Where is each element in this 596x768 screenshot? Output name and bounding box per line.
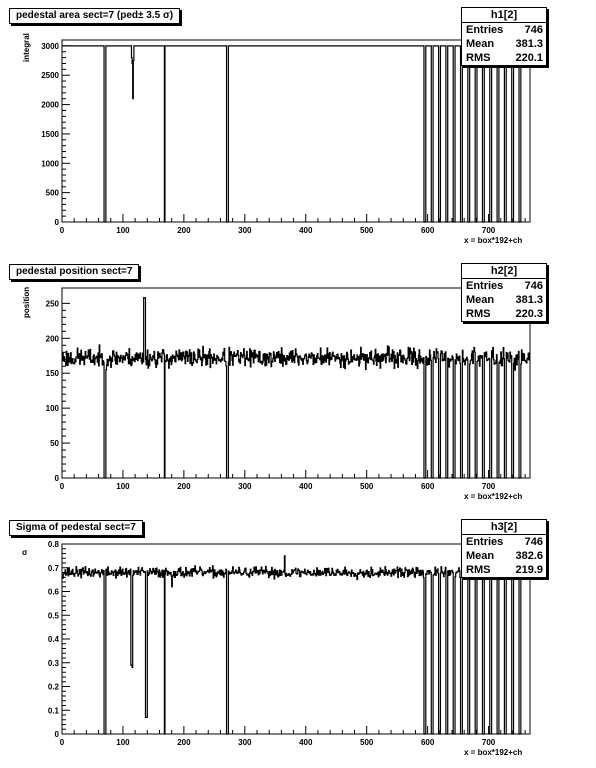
- y-tick-label: 2000: [41, 100, 59, 110]
- histogram-line: [62, 298, 530, 478]
- stats-name-3: h3[2]: [462, 520, 546, 535]
- x-tick-label: 500: [360, 226, 374, 235]
- stats-name-1: h1[2]: [462, 8, 546, 23]
- panel-1: [0, 0, 596, 256]
- y-tick-label: 0.5: [47, 611, 59, 621]
- x-axis-label-1: x = box*192+ch: [464, 236, 523, 245]
- stats-row: Mean 382.6: [466, 550, 543, 562]
- title-3: Sigma of pedestal sect=7: [9, 520, 143, 536]
- plot-frame: [62, 288, 530, 478]
- stats-row: RMS 220.3: [466, 308, 543, 320]
- y-tick-label: 0.3: [47, 658, 59, 668]
- x-axis-label-2: x = box*192+ch: [464, 492, 523, 501]
- stats-name-2: h2[2]: [462, 264, 546, 279]
- x-tick-label: 200: [177, 738, 191, 747]
- y-tick-label: 0.2: [47, 682, 59, 692]
- x-tick-label: 100: [116, 482, 130, 491]
- histogram-line: [62, 46, 530, 222]
- x-tick-label: 400: [299, 738, 313, 747]
- stats-box-2: [461, 263, 547, 322]
- x-tick-label: 200: [177, 226, 191, 235]
- x-tick-label: 500: [360, 482, 374, 491]
- x-tick-label: 300: [238, 482, 252, 491]
- y-tick-label: 2500: [41, 71, 59, 81]
- histogram-line: [62, 556, 530, 734]
- x-tick-label: 300: [238, 738, 252, 747]
- y-axis-label-3: σ: [22, 548, 28, 557]
- y-tick-label: 0.1: [47, 706, 59, 716]
- title-2: pedestal position sect=7: [9, 264, 139, 280]
- y-tick-label: 3000: [41, 41, 59, 51]
- y-tick-label: 50: [50, 439, 59, 449]
- panel-3: [0, 512, 596, 768]
- x-axis-label-3: x = box*192+ch: [464, 748, 523, 757]
- x-tick-label: 700: [481, 482, 496, 491]
- y-axis-label-1: integral: [22, 33, 31, 62]
- stats-row: RMS 220.1: [466, 52, 543, 64]
- x-tick-label: 0: [59, 482, 65, 491]
- x-tick-label: 500: [360, 738, 374, 747]
- x-tick-label: 400: [299, 482, 313, 491]
- y-tick-label: 500: [45, 188, 59, 198]
- stats-row: Mean 381.3: [466, 38, 543, 50]
- x-tick-label: 100: [116, 226, 130, 235]
- stats-row: Entries 746: [466, 536, 543, 548]
- x-tick-label: 200: [177, 482, 191, 491]
- y-tick-label: 1500: [41, 129, 59, 139]
- y-tick-label: 0.8: [47, 540, 59, 549]
- stats-row: RMS 219.9: [466, 564, 543, 576]
- stats-row: Mean 381.3: [466, 294, 543, 306]
- y-tick-label: 200: [45, 334, 59, 344]
- x-tick-label: 600: [420, 226, 435, 235]
- x-tick-label: 700: [481, 226, 496, 235]
- x-tick-label: 400: [299, 226, 313, 235]
- x-tick-label: 100: [116, 738, 130, 747]
- y-axis-label-2: position: [22, 286, 31, 318]
- x-tick-label: 0: [59, 226, 65, 235]
- title-1: pedestal area sect=7 (ped± 3.5 σ): [9, 8, 180, 24]
- y-tick-label: 0: [54, 474, 59, 483]
- y-tick-label: 0.6: [47, 587, 59, 597]
- stats-box-1: [461, 7, 547, 66]
- y-tick-label: 0: [54, 218, 59, 227]
- y-tick-label: 250: [45, 299, 59, 309]
- x-tick-label: 0: [59, 738, 65, 747]
- x-tick-label: 300: [238, 226, 252, 235]
- y-tick-label: 1000: [41, 159, 59, 169]
- stats-row: Entries 746: [466, 24, 543, 36]
- stats-box-3: [461, 519, 547, 578]
- y-tick-label: 0: [54, 730, 59, 739]
- panel-2: [0, 256, 596, 512]
- y-tick-label: 150: [45, 369, 59, 379]
- y-tick-label: 100: [45, 404, 59, 414]
- stats-row: Entries 746: [466, 280, 543, 292]
- x-tick-label: 600: [420, 738, 435, 747]
- x-tick-label: 600: [420, 482, 435, 491]
- x-tick-label: 700: [481, 738, 496, 747]
- y-tick-label: 0.7: [47, 563, 59, 573]
- y-tick-label: 0.4: [47, 635, 59, 644]
